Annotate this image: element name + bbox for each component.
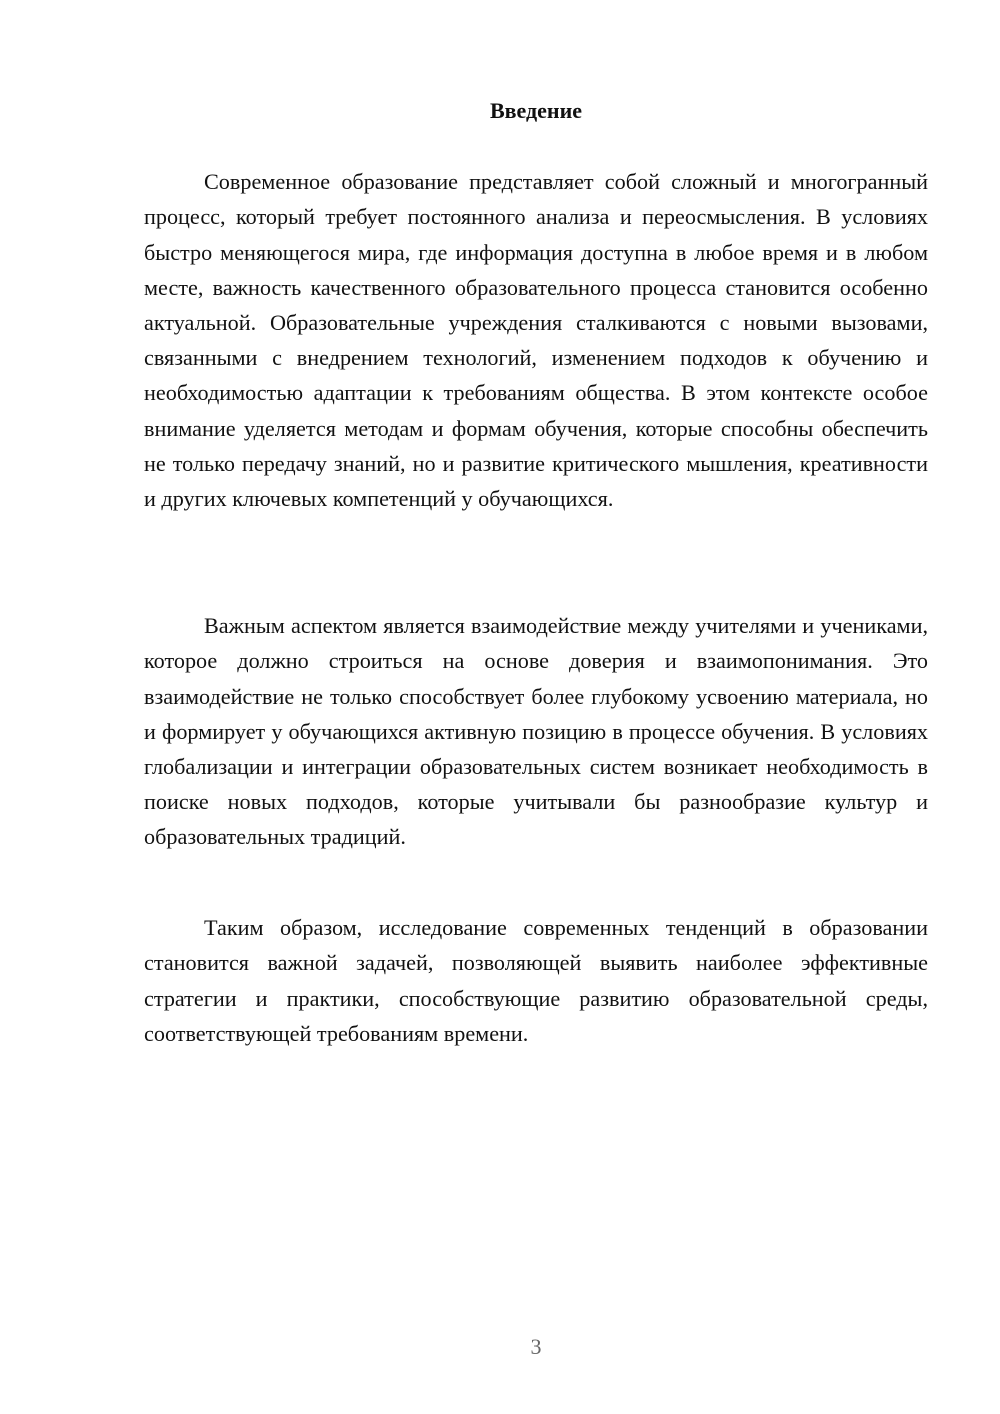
paragraph-2: Важным аспектом является взаимодействие между учителями и учениками, которое должно строиться на основе доверия и взаимопонимания. Это взаимодействие не только способствует более глубокому усвоению материала, но и формирует у обучающихся активную позицию в процессе обучения. В условиях глобализации и интеграции образовательных систем возникает необходимость в поиске новых подходов, которые учитывали бы разнообразие культур и образовательных традиций. bbox=[144, 613, 928, 850]
page-number: 3 bbox=[530, 1334, 542, 1359]
paragraph-3: Таким образом, исследование современных тенденций в образовании становится важной задачей, позволяющей выявить наиболее эффективные стратегии и практики, способствующие развитию образовательной среды, соответствующей требованиям времени. bbox=[144, 915, 928, 1046]
paragraph-1: Современное образование представляет собой сложный и многогранный процесс, который требует постоянного анализа и переосмысления. В условиях быстро меняющегося мира, где информация доступна в любое время и в любом месте, важность качественного образовательного процесса становится особенно актуальной. Образовательные учреждения сталкиваются с новыми вызовами, связанными с внедрением технологий, изменением подходов к обучению и необходимостью адаптации к требованиям общества. В этом контексте особое внимание уделяется методам и формам обучения, которые способны обеспечить не только передачу знаний, но и развитие критического мышления, креативности и других ключевых компетенций у обучающихся. bbox=[144, 169, 928, 512]
page-title: Введение bbox=[489, 98, 583, 123]
